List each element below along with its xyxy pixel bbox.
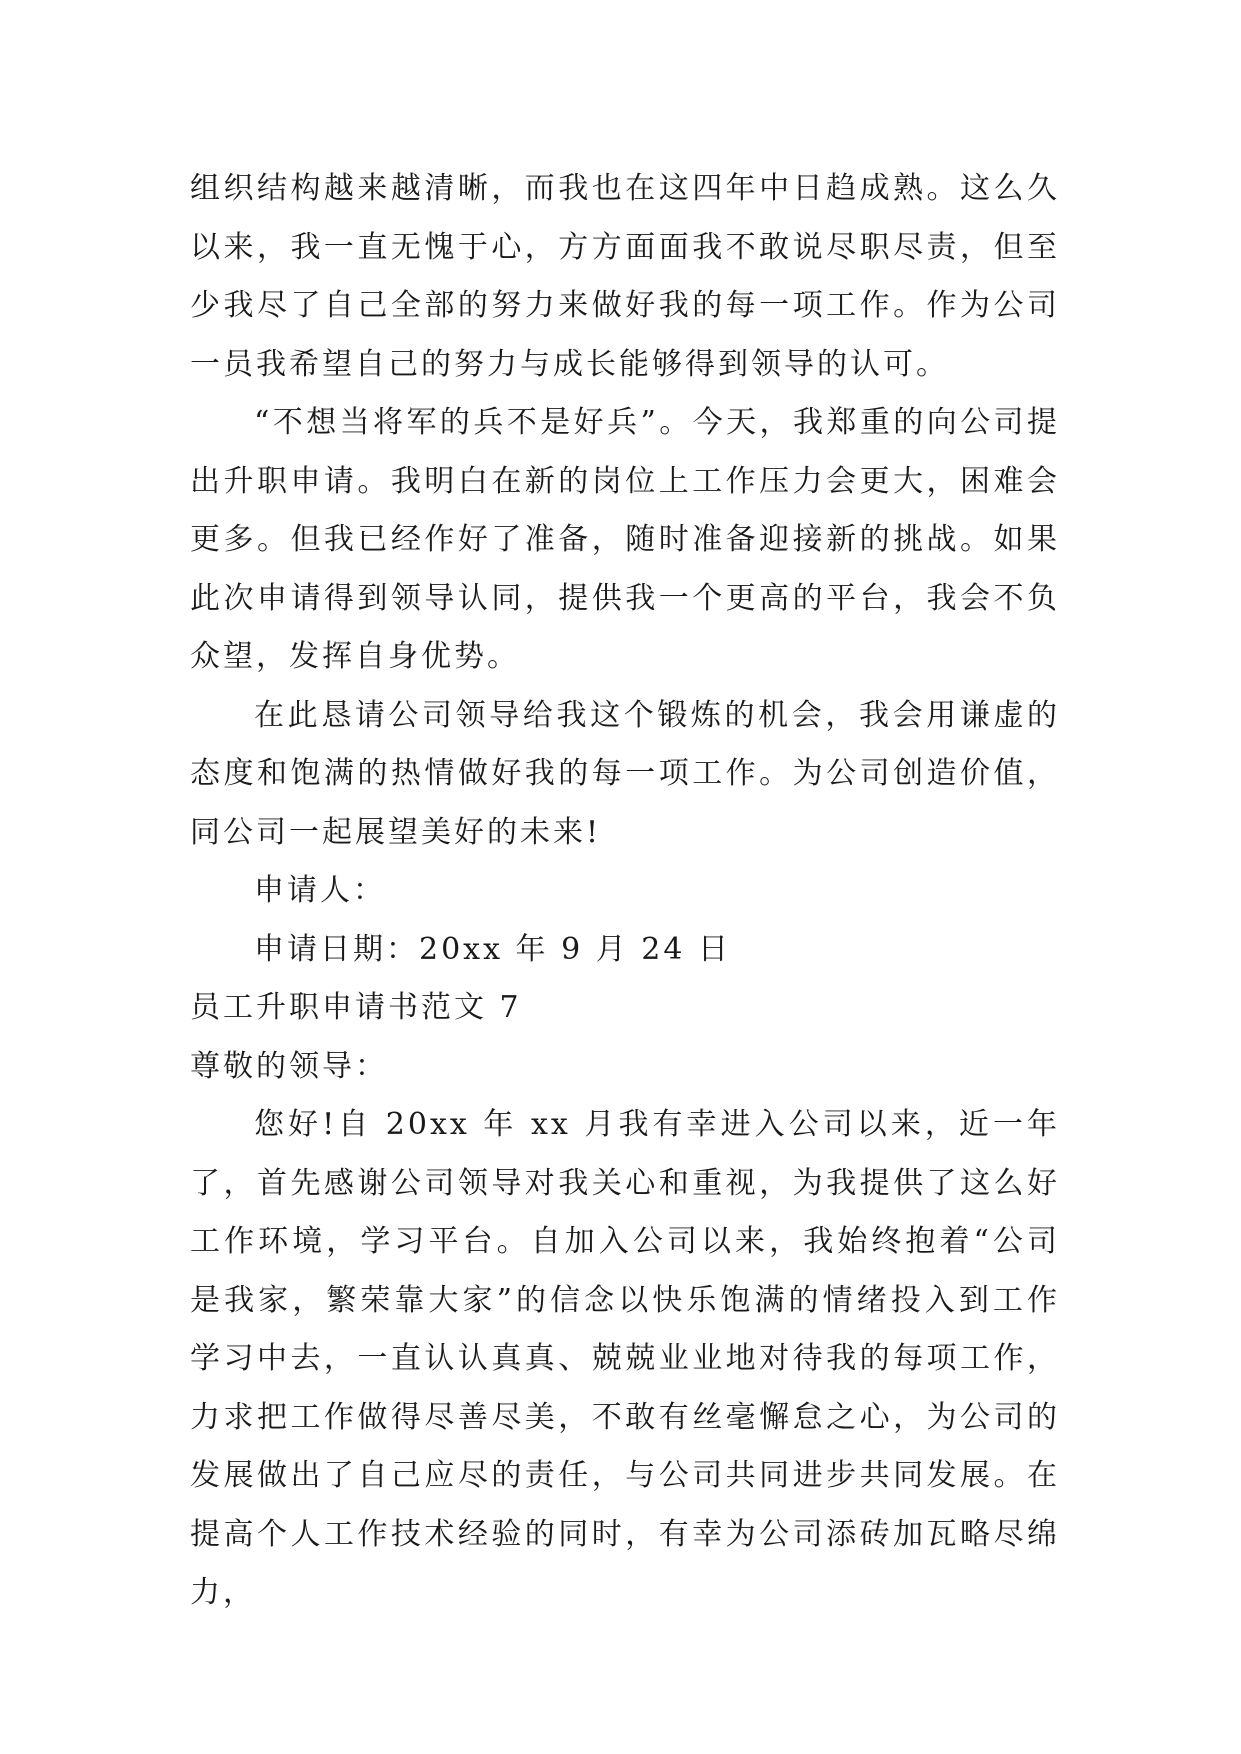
paragraph-closing-plea: 在此恳请公司领导给我这个锻炼的机会，我会用谦虚的态度和饱满的热情做好我的每一项工作。为公司创造价值，同公司一起展望美好的未来!	[190, 697, 1060, 850]
paragraph-promotion-request: “不想当将军的兵不是好兵”。今天，我郑重的向公司提出升职申请。我明白在新的岗位上工作压力会更大，困难会更多。但我已经作好了准备，随时准备迎接新的挑战。如果此次申请得到领导认同，提供我一个更高的平台，我会不负众望，发挥自身优势。	[190, 405, 1060, 674]
applicant-line: 申请人：	[254, 873, 386, 908]
application-date-line: 申请日期：20xx 年 9 月 24 日	[254, 931, 731, 967]
section-heading: 员工升职申请书范文 7	[190, 990, 522, 1025]
salutation: 尊敬的领导：	[190, 1048, 388, 1084]
paragraph-intro-continuation: 组织结构越来越清晰，而我也在这四年中日趋成熟。这么久以来，我一直无愧于心，方方面面我不敢说尽职尽责，但至少我尽了自己全部的努力来做好我的每一项工作。作为公司一员我希望自己的努力与成长能够得到领导的认可。	[190, 171, 1060, 382]
paragraph-letter-body: 您好!自 20xx 年 xx 月我有幸进入公司以来，近一年了，首先感谢公司领导对我关心和重视，为我提供了这么好工作环境，学习平台。自加入公司以来，我始终抱着“公司是我家，繁荣靠大家”的信念以快乐饱满的情绪投入到工作学习中去，一直认认真真、兢兢业业地对待我的每项工作，力求把工作做得尽善尽美，不敢有丝毫懈怠之心，为公司的发展做出了自己应尽的责任，与公司共同进步共同发展。在提高个人工作技术经验的同时，有幸为公司添砖加瓦略尽绵力，	[190, 1107, 1060, 1610]
document-body	[190, 160, 1060, 1623]
